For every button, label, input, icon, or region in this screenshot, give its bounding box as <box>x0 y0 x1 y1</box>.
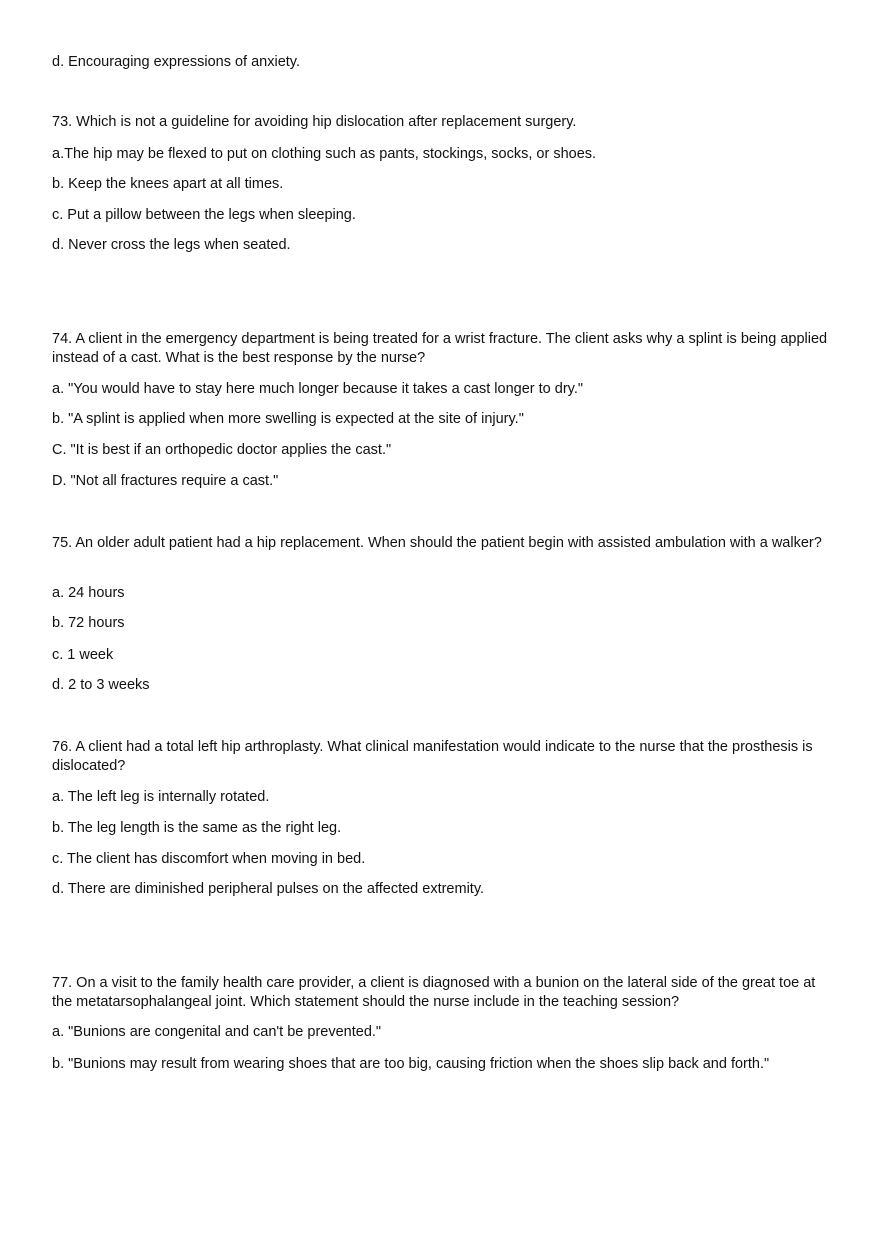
question-77-option-b: b. "Bunions may result from wearing shoes that are too big, causing friction when the shoes slip back and forth." <box>52 1056 770 1072</box>
question-76-option-a: a. The left leg is internally rotated. <box>52 789 270 805</box>
question-74-option-a: a. "You would have to stay here much longer because it takes a cast longer to dry." <box>52 381 583 397</box>
question-73-stem: 73. Which is not a guideline for avoiding hip dislocation after replacement surgery. <box>52 114 577 130</box>
question-74-option-d: D. "Not all fractures require a cast." <box>52 473 279 489</box>
question-74-option-b: b. "A splint is applied when more swelling is expected at the site of injury." <box>52 411 524 427</box>
question-75-option-b: b. 72 hours <box>52 615 125 631</box>
option-d-anxiety: d. Encouraging expressions of anxiety. <box>52 54 300 70</box>
question-73-option-a: a.The hip may be flexed to put on clothing such as pants, stockings, socks, or shoes. <box>52 146 597 162</box>
question-76-option-c: c. The client has discomfort when moving in bed. <box>52 851 366 867</box>
question-74-option-c: C. "It is best if an orthopedic doctor applies the cast." <box>52 442 392 458</box>
question-77-option-a: a. "Bunions are congenital and can't be prevented." <box>52 1024 382 1040</box>
question-77-stem: 77. On a visit to the family health care provider, a client is diagnosed with a bunion on the lateral side of the great toe at the metatarsophalangeal joint. Which statement should the nurse include in the teaching session? <box>52 975 816 1010</box>
question-75-option-d: d. 2 to 3 weeks <box>52 677 150 693</box>
question-73-option-c: c. Put a pillow between the legs when sleeping. <box>52 207 356 223</box>
question-74-stem: 74. A client in the emergency department is being treated for a wrist fracture. The client asks why a splint is being applied instead of a cast. What is the best response by the nurse? <box>52 331 828 366</box>
question-73-option-b: b. Keep the knees apart at all times. <box>52 176 284 192</box>
question-73-option-d: d. Never cross the legs when seated. <box>52 237 291 253</box>
question-76-stem: 76. A client had a total left hip arthroplasty. What clinical manifestation would indicate to the nurse that the prosthesis is dislocated? <box>52 739 813 774</box>
question-75-stem: 75. An older adult patient had a hip replacement. When should the patient begin with assisted ambulation with a walker? <box>52 535 822 551</box>
question-75-option-a: a. 24 hours <box>52 585 125 601</box>
question-75-option-c: c. 1 week <box>52 647 114 663</box>
question-76-option-b: b. The leg length is the same as the right leg. <box>52 820 342 836</box>
question-76-option-d: d. There are diminished peripheral pulses on the affected extremity. <box>52 881 485 897</box>
